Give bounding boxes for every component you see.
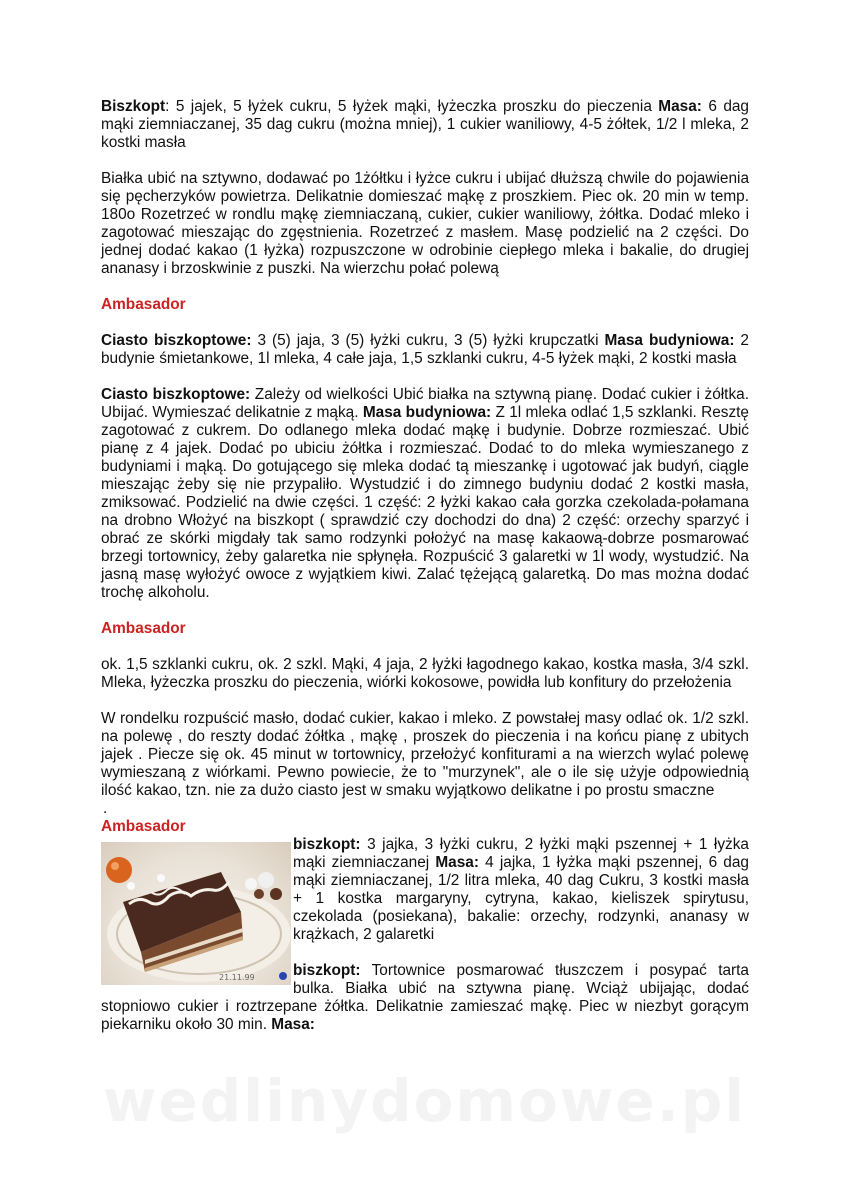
paragraph: Ciasto biszkoptowe: Zależy od wielkości Ubić białka na sztywną pianę. Dodać cukier i żółtka. Ubijać. Wymieszać delikatnie z mąką. Masa budyniowa: Z 1l mleka odlać 1,5 szklanki. Resztę zagotować z cukrem. Do odlanego mleka dodać mąkę i budynie. Dobrze rozmieszać. Ubić pianę z 4 jajek. Dodać po ubiciu żółtka i rozmieszać. Dodać to do mleka wymieszanego z budyniami i mąką. Do gotującego się mleka dodać tą mieszankę i ugotować jak budyń, ciągle mieszając żeby się nie przypaliło. Wystudzić i do zimnego budyniu dodać 2 kostki masła, zmiksować. Podzielić na dwie części. 1 część: 2 łyżki kakao cała gorzka czekolada-połamana na drobno Włożyć na biszkopt ( sprawdzić czy dochodzi do dna) 2 część: orzechy sparzyć i obrać ze skórki migdały tak samo rodzynki położyć na masę kakaową-dobrze posmarować brzegi tortownicy, żeby galaretka nie spłynęła. Rozpuścić 3 galaretki w 1l wody, wystudzić. Na jasną masę wyłożyć owoce z wyjątkiem kiwi. Zalać tężejącą galaretką. Do mas można dodać trochę alkoholu. <box>101 386 749 601</box>
paragraph: biszkopt: Tortownice posmarować tłuszczem i posypać tarta bulka. Białka ubić na sztywna pianę. Wciąż ubijając, dodać stopniowo cukier i roztrzepane żółtka. Delikatnie zamieszać mąkę. Piec w niezbyt gorącym piekarniku około 30 min. Masa: <box>101 962 749 1033</box>
recipe-title: Ambasador <box>101 818 186 835</box>
paragraph: W rondelku rozpuścić masło, dodać cukier, kakao i mleko. Z powstałej masy odlać ok. 1/2 szkl. na polewę , do reszty dodać żółtka , mąkę , proszek do pieczenia i na końcu pianę z ubitych jajek . Piecze się ok. 45 minut w tortownicy, przełożyć konfiturami a na wierzch wylać polewę wymieszaną z wiórkami. Pewno powiecie, że to "murzynek", ale o ile się użyje odpowiednią ilość kakao, tzn. nie za dużo ciasto jest w smaku wyjątkowo delikatne i po prostu smaczne <box>101 710 749 799</box>
paragraph: Białka ubić na sztywno, dodawać po 1żółtku i łyżce cukru i ubijać dłuższą chwile do pojawienia się pęcherzyków powietrza. Delikatnie domieszać mąkę z proszkiem. Piec ok. 20 min w temp. 180o Rozetrzeć w rondlu mąkę ziemniaczaną, cukier, cukier waniliowy, żółtka. Dodać mleko i zagotować mieszając do zgęstnienia. Rozetrzeć z masłem. Masę podzielić na 2 części. Do jednej dodać kakao (1 łyżka) rozpuszczone w odrobinie ciepłego mleka i bakalie, do drugiej ananasy i brzoskwinie z puszki. Na wierzchu połać polewą <box>101 170 749 277</box>
document-body <box>101 98 749 1034</box>
paragraph: Ciasto biszkoptowe: 3 (5) jaja, 3 (5) łyżki cukru, 3 (5) łyżki krupczatki Masa budyniowa: 2 budynie śmietankowe, 1l mleka, 4 całe jaja, 1,5 szklanki cukru, 4-5 łyżek mąki, 2 kostki masła <box>101 332 749 367</box>
recipe-title: Ambasador <box>101 620 186 637</box>
recipe-title: Ambasador <box>101 296 186 313</box>
cake-photo-image <box>101 842 291 985</box>
photo-date-stamp: 21.11.99 <box>219 973 255 982</box>
stray-dot: . <box>103 800 108 817</box>
paragraph: biszkopt: 3 jajka, 3 łyżki cukru, 2 łyżki mąki pszennej + 1 łyżka mąki ziemniaczanej Masa: 4 jajka, 1 łyżka mąki pszennej, 6 dag mąki ziemniaczanej, 1/2 litra mleka, 40 dag Cukru, 3 kostki masła + 1 kostka margaryny, cytryna, kakao, kieliszek spirytusu, czekolada (posiekana), bakalie: orzechy, rodzynki, ananasy w krążkach, 2 galaretki <box>293 836 749 943</box>
watermark: wedlinydomowe.pl <box>102 1067 747 1135</box>
paragraph: ok. 1,5 szklanki cukru, ok. 2 szkl. Mąki, 4 jaja, 2 łyżki łagodnego kakao, kostka masła, 3/4 szkl. Mleka, łyżeczka proszku do pieczenia, wiórki kokosowe, powidła lub konfitury do przełożenia <box>101 656 749 691</box>
paragraph: Biszkopt: 5 jajek, 5 łyżek cukru, 5 łyżek mąki, łyżeczka proszku do pieczenia Masa: 6 dag mąki ziemniaczanej, 35 dag cukru (można mniej), 1 cukier waniliowy, 4-5 żółtek, 1/2 l mleka, 2 kostki masła <box>101 98 749 151</box>
cake-photo <box>101 842 291 985</box>
